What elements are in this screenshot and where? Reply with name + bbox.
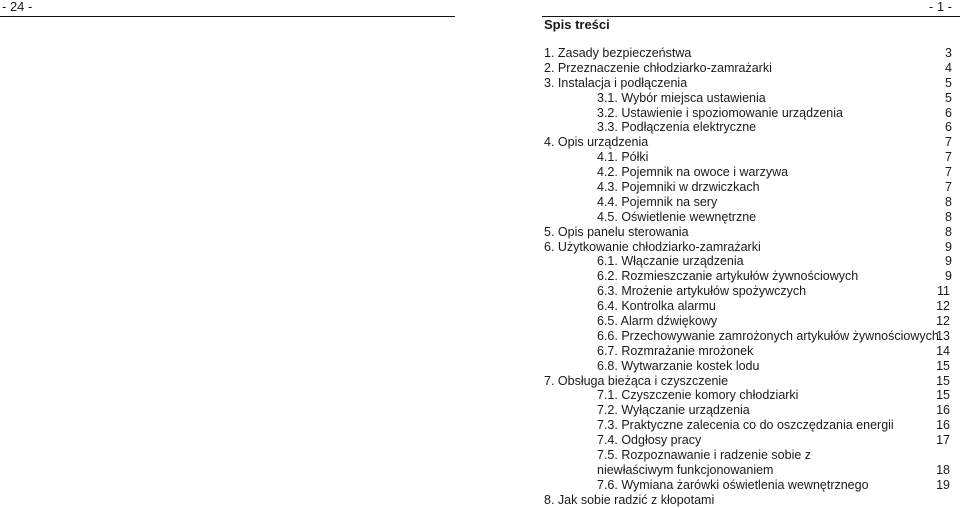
toc-entry-label: 3.1. Wybór miejsca ustawienia [597, 90, 766, 105]
toc-entry-label: 7.6. Wymiana żarówki oświetlenia wewnętrznego [597, 477, 869, 492]
toc-entry-page: 15 [936, 388, 950, 403]
toc-entry [544, 403, 960, 418]
toc-entry [544, 76, 960, 91]
toc-entry [544, 61, 960, 76]
toc-entry-label: 1. Zasady bezpieczeństwa [544, 46, 692, 60]
toc-entry [544, 344, 960, 359]
table-of-contents [544, 46, 960, 508]
toc-entry-label: 2. Przeznaczenie chłodziarko-zamrażarki [544, 60, 772, 75]
toc-entry-page: 16 [936, 403, 950, 418]
toc-title: Spis treści [544, 17, 610, 32]
toc-entry-label: 7.2. Wyłączanie urządzenia [597, 403, 750, 418]
toc-entry [544, 374, 960, 389]
toc-entry-label: 7.5. Rozpoznawanie i radzenie sobie z [597, 448, 812, 463]
toc-entry-page: 6 [945, 105, 952, 120]
toc-entry-label: 4.3. Pojemniki w drzwiczkach [597, 180, 760, 195]
toc-entry [544, 269, 960, 284]
toc-entry-label: 4. Opis urządzenia [544, 135, 649, 150]
toc-entry-page: 9 [945, 239, 952, 254]
toc-entry-label: 6.6. Przechowywanie zamrożonych artykułów żywnościowych [597, 328, 939, 343]
toc-entry [544, 225, 960, 240]
toc-entry [544, 388, 960, 403]
toc-entry [544, 165, 960, 180]
toc-entry-page: 16 [936, 418, 950, 433]
toc-entry-label: 7.4. Odgłosy pracy [597, 433, 702, 448]
left-header-rule [0, 16, 455, 17]
toc-entry [544, 493, 960, 508]
toc-entry-label: 7.1. Czyszczenie komory chłodziarki [597, 388, 799, 403]
toc-entry-page: 8 [945, 224, 952, 239]
toc-entry-page: 7 [945, 165, 952, 180]
toc-entry-page: 9 [945, 269, 952, 284]
toc-entry-page: 7 [945, 150, 952, 165]
toc-entry-page: 5 [945, 90, 952, 105]
toc-entry-label: 3.2. Ustawienie i spoziomowanie urządzenia [597, 105, 843, 120]
toc-entry-label: 3.3. Podłączenia elektryczne [597, 120, 757, 135]
toc-entry [544, 46, 960, 61]
toc-entry-page: 12 [936, 299, 950, 314]
toc-entry-label: 6. Użytkowanie chłodziarko-zamrażarki [544, 239, 761, 254]
toc-entry-label: 6.8. Wytwarzanie kostek lodu [597, 358, 760, 373]
toc-entry-page: 9 [945, 254, 952, 269]
toc-entry [544, 448, 960, 463]
toc-entry-page: 7 [945, 180, 952, 195]
toc-entry-page: 6 [945, 120, 952, 135]
toc-entry-page: 4 [945, 60, 952, 75]
toc-entry-page: 15 [936, 373, 950, 388]
toc-entry-label: 6.2. Rozmieszczanie artykułów żywnościowych [597, 269, 859, 284]
toc-entry-label: niewłaściwym funkcjonowaniem [597, 462, 774, 477]
toc-entry [544, 91, 960, 106]
toc-entry-label: 4.2. Pojemnik na owoce i warzywa [597, 165, 789, 180]
toc-entry-page: 11 [937, 284, 950, 299]
toc-entry-label: 6.7. Rozmrażanie mrożonek [597, 343, 754, 358]
toc-entry-label: 6.3. Mrożenie artykułów spożywczych [597, 284, 807, 299]
toc-entry-label: 5. Opis panelu sterowania [544, 224, 689, 239]
toc-entry-label: 6.1. Włączanie urządzenia [597, 254, 744, 269]
toc-entry-page: 15 [936, 358, 950, 373]
toc-entry [544, 150, 960, 165]
toc-entry [544, 135, 960, 150]
toc-entry [544, 314, 960, 329]
toc-entry-page: 19 [936, 477, 950, 492]
toc-entry [544, 433, 960, 448]
toc-entry [544, 106, 960, 121]
toc-entry-label: 3. Instalacja i podłączenia [544, 75, 688, 90]
toc-entry-page: 5 [945, 75, 952, 90]
toc-entry [544, 120, 960, 135]
toc-entry [544, 359, 960, 374]
toc-entry [544, 254, 960, 269]
toc-entry [544, 418, 960, 433]
toc-entry-label: 4.4. Pojemnik na sery [597, 194, 718, 209]
toc-entry [544, 463, 960, 478]
toc-entry-page: 12 [936, 314, 950, 329]
toc-entry [544, 329, 960, 344]
right-page-number: - 1 - [928, 0, 952, 14]
toc-entry [544, 240, 960, 255]
toc-entry-label: 7. Obsługa bieżąca i czyszczenie [544, 373, 729, 388]
toc-entry-page: 8 [945, 209, 952, 224]
toc-entry-page: 13 [936, 328, 950, 343]
toc-entry-label: 4.5. Oświetlenie wewnętrzne [597, 209, 757, 224]
toc-entry [544, 180, 960, 195]
toc-entry-page: 7 [945, 135, 952, 150]
left-page-number: - 24 - [2, 0, 33, 14]
toc-entry [544, 284, 960, 299]
toc-entry-page: 14 [936, 343, 950, 358]
toc-entry [544, 299, 960, 314]
toc-entry-label: 6.5. Alarm dźwiękowy [597, 314, 718, 329]
toc-entry-page: 17 [936, 433, 950, 448]
toc-entry-page: 18 [936, 462, 950, 477]
toc-entry-label: 6.4. Kontrolka alarmu [597, 299, 716, 314]
toc-entry-page: 3 [945, 46, 952, 60]
toc-entry [544, 478, 960, 493]
toc-entry-label: 8. Jak sobie radzić z kłopotami [544, 492, 715, 507]
toc-entry [544, 210, 960, 225]
toc-entry-page: 8 [945, 194, 952, 209]
toc-entry-label: 4.1. Półki [597, 150, 649, 165]
toc-entry-label: 7.3. Praktyczne zalecenia co do oszczędzania energii [597, 418, 894, 433]
toc-entry [544, 195, 960, 210]
